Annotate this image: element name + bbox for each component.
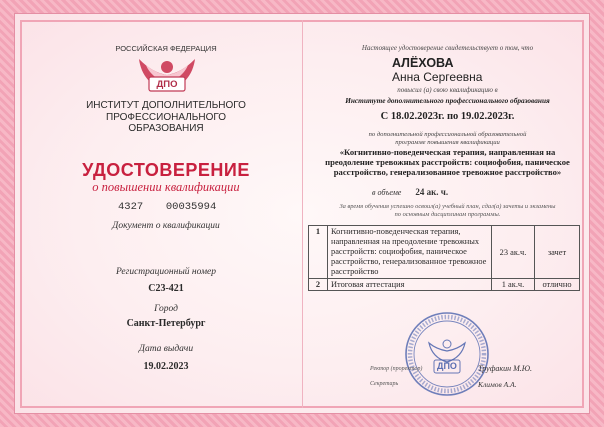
discipline-name: Итоговая аттестация	[328, 279, 492, 291]
rector-label: Ректор (проректор)	[370, 366, 423, 372]
program-line: «Когнитивно-поведенческая терапия, направленная на	[339, 147, 556, 157]
institute-line: ИНСТИТУТ ДОПОЛНИТЕЛЬНОГО	[86, 100, 246, 111]
institute-line: ОБРАЗОВАНИЯ	[128, 123, 204, 134]
issue-date-label: Дата выдачи	[138, 344, 194, 354]
program-line: расстройство, генерализованное тревожное расстройство»	[333, 167, 562, 177]
certificate-subtitle: о повышении квалификации	[92, 180, 240, 194]
institute-line: ПРОФЕССИОНАЛЬНОГО	[106, 111, 226, 123]
intro-text: Настоящее удостоверение свидетельствует о том, что	[361, 44, 534, 52]
number: 00035994	[165, 201, 217, 213]
dpo-logo-icon	[131, 53, 203, 97]
volume	[372, 187, 448, 197]
program-line: преодоление тревожных расстройств: социофобия, паническое	[325, 157, 570, 167]
certificate-title: УДОСТОВЕРЕНИЕ	[82, 160, 250, 180]
program-intro	[305, 131, 590, 146]
issue-date-value: 19.02.2023	[143, 361, 189, 372]
study-plan-line: За время обучения успешно освоил(а) учебный план, сдал(а) зачеты и экзамены	[339, 203, 556, 210]
surname: АЛЁХОВА	[392, 56, 454, 70]
study-plan-note	[305, 203, 590, 219]
registration-label: Регистрационный номер	[115, 267, 217, 277]
registration-value: С23-421	[148, 283, 184, 294]
study-plan-line: по основным дисциплинам программы.	[394, 211, 501, 218]
dpo-logo	[131, 53, 203, 97]
series-number	[118, 201, 216, 213]
institute-reference: Институте дополнительного профессионального образования	[345, 96, 550, 105]
qualification-raised: повысил (а) свою квалификацию в	[397, 86, 498, 94]
table-row	[309, 226, 580, 279]
city-label: Город	[154, 304, 178, 314]
logo-text: ДПО	[156, 79, 178, 90]
program-name	[305, 147, 590, 177]
volume-label: в объеме	[372, 188, 402, 197]
program-intro-line: по дополнительной профессиональной образовательной	[368, 131, 527, 138]
institute-name	[30, 100, 302, 135]
row-number: 1	[309, 226, 328, 279]
given-name: Анна Сергеевна	[392, 70, 483, 84]
table-row	[309, 279, 580, 291]
disciplines-table	[308, 225, 580, 291]
discipline-hours: 1 ак.ч.	[492, 279, 535, 291]
series: 4327	[118, 201, 144, 213]
discipline-result: зачет	[535, 226, 580, 279]
document-caption: Документ о квалификации	[112, 221, 220, 231]
discipline-hours: 23 ак.ч.	[492, 226, 535, 279]
federation-label: РОССИЙСКАЯ ФЕДЕРАЦИЯ	[115, 44, 217, 53]
training-period: С 18.02.2023г. по 19.02.2023г.	[380, 111, 515, 122]
city-value: Санкт-Петербург	[126, 318, 206, 329]
rector-name: Труфакин М.Ю.	[478, 364, 533, 373]
stamp-text: ДПО	[437, 361, 457, 371]
center-divider	[302, 20, 303, 408]
secretary-label: Секретарь	[370, 381, 399, 387]
row-number: 2	[309, 279, 328, 291]
secretary-name: Климов А.А.	[478, 380, 517, 389]
discipline-result: отлично	[535, 279, 580, 291]
volume-value: 24 ак. ч.	[415, 187, 449, 197]
discipline-name: Когнитивно-поведенческая терапия, направленная на преодоление тревожных расстройств: социофобия, паническое расстройство, генерализованное тревожное расстройство	[328, 226, 492, 279]
program-intro-line: программе повышения квалификации	[395, 138, 500, 146]
